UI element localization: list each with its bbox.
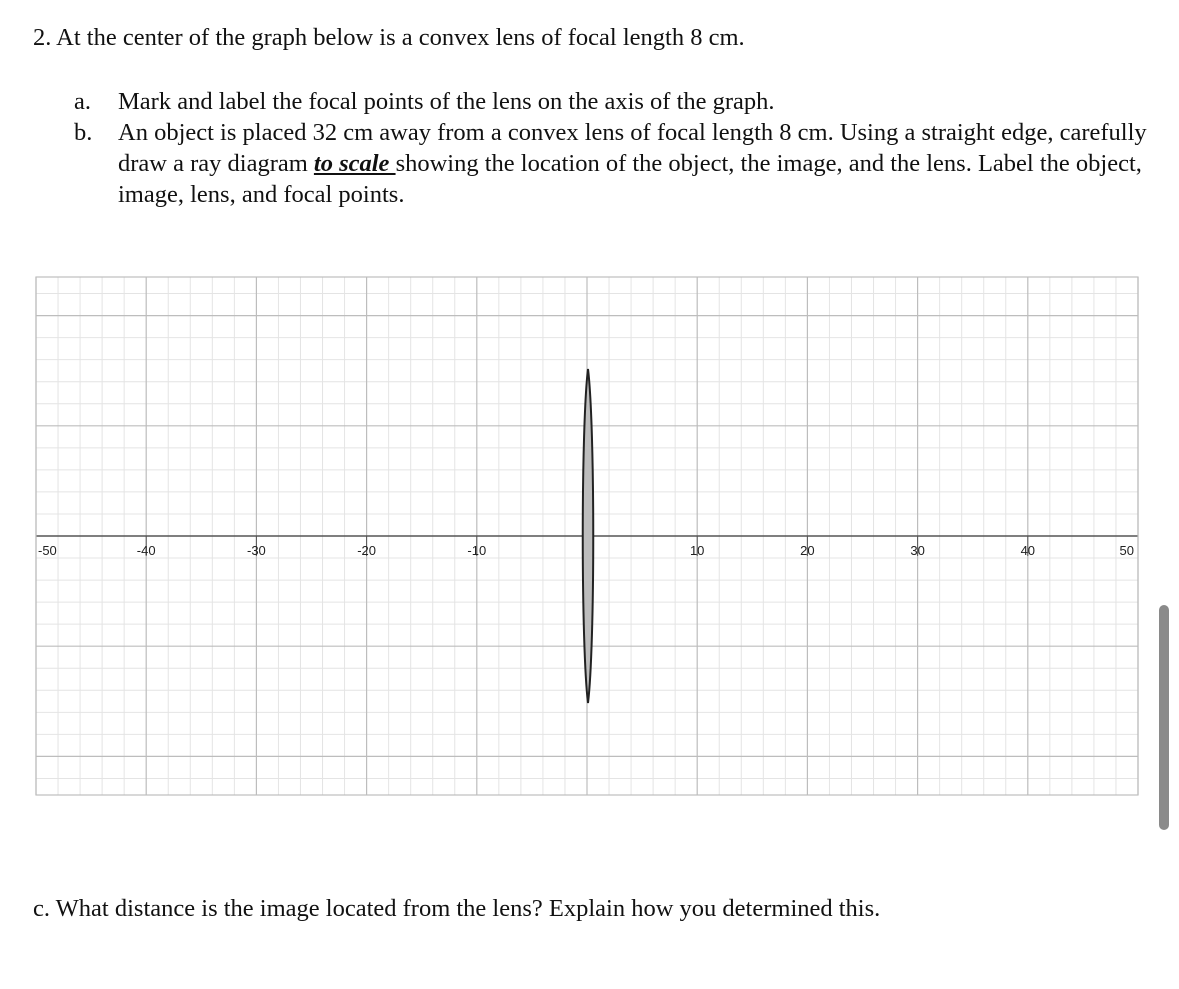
- convex-lens: [583, 369, 594, 703]
- lens-outline: [583, 369, 594, 703]
- x-axis-tick-label: -50: [38, 543, 57, 558]
- part-b-marker: b.: [74, 119, 93, 146]
- part-b-text-start: An object is placed 32 cm away from a convex lens of focal length 8 cm. Using a straight edge, carefully draw a ray diagram: [118, 119, 1147, 177]
- x-axis-tick-label: 50: [1119, 543, 1134, 558]
- x-axis-tick-label: -30: [247, 543, 266, 558]
- question-prompt: 2. At the center of the graph below is a convex lens of focal length 8 cm.: [33, 24, 745, 51]
- x-axis-tick-label: -40: [136, 543, 156, 558]
- x-axis-tick-label: -10: [467, 543, 487, 558]
- x-axis-tick-label: -20: [357, 543, 376, 558]
- x-axis-tick-label: 10: [689, 543, 705, 558]
- part-c-question: c. What distance is the image located from the lens? Explain how you determined this.: [33, 895, 881, 922]
- part-a-marker: a.: [74, 88, 91, 115]
- part-b-text-end: showing the location of the object, the image, and the lens. Label the object, image, lens, and focal points.: [118, 150, 1142, 208]
- part-b-emphasis: to scale: [313, 150, 396, 177]
- part-a-text: Mark and label the focal points of the lens on the axis of the graph.: [118, 88, 775, 115]
- vertical-scrollbar-thumb[interactable]: [1159, 605, 1169, 830]
- x-axis-tick-label: 40: [1020, 543, 1036, 558]
- x-axis-tick-label: 20: [800, 543, 815, 558]
- x-axis-tick-label: 30: [910, 543, 925, 558]
